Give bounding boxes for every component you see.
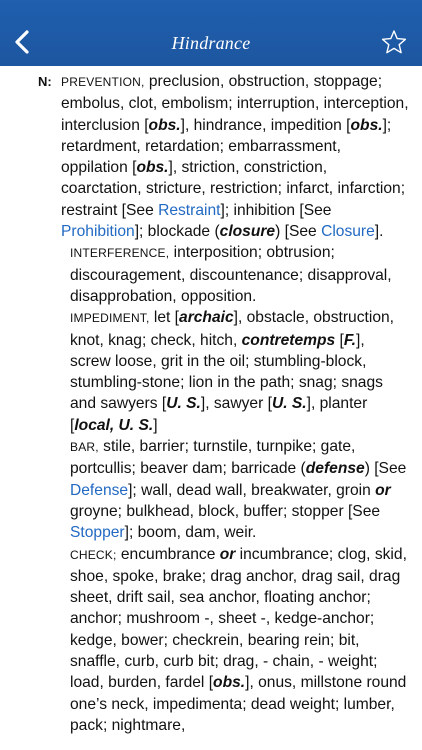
- entry-paragraph: [61, 71, 409, 242]
- entry-text: ], onus, millstone round one’s neck, impedimenta; dead weight; lumber, pack; nightmare,: [70, 674, 407, 734]
- sense-heading: CHECK;: [70, 547, 117, 562]
- cross-reference-link[interactable]: Restraint: [158, 201, 221, 219]
- usage-label: obs.: [213, 674, 246, 692]
- entry-text: ], planter [: [70, 395, 368, 434]
- entry-text: ) [See: [364, 460, 407, 478]
- usage-label: archaic: [179, 309, 234, 327]
- entry-text: preclusion, obstruction, stoppage; embolus, clot, embolism; interruption, interception, interclusion [: [61, 73, 409, 134]
- favorite-button[interactable]: [378, 26, 410, 58]
- entry-text: ], obstacle, obstruction, knot, knag; check, hitch,: [70, 309, 394, 349]
- entry-text: ]; retardment, retardation; embarrassment, oppilation [: [61, 116, 392, 177]
- star-outline-icon: [381, 29, 407, 55]
- usage-label: or: [219, 545, 236, 563]
- entry-text: ], striction, constriction, coarctation, stricture, restriction; infarct, infarction; restraint [See: [61, 159, 406, 219]
- entry-body: [61, 71, 409, 736]
- entry-text: ]; wall, dead wall, breakwater, groin: [128, 481, 376, 499]
- part-of-speech-label: N:: [38, 74, 52, 89]
- entry-text: ]; inhibition [See: [220, 201, 332, 219]
- sense-heading: PREVENTION,: [61, 75, 145, 89]
- page-title: Hindrance: [171, 33, 251, 53]
- entry-text: encumbrance: [116, 545, 220, 563]
- cross-reference-link[interactable]: Defense: [70, 481, 129, 499]
- entry-paragraph: [61, 242, 409, 307]
- back-button[interactable]: [4, 20, 40, 64]
- entry-text: [: [335, 331, 344, 349]
- usage-label: obs.: [148, 116, 181, 134]
- chevron-left-icon: [13, 29, 31, 55]
- entry-text: stile, barrier; turnstile, turnpike; gate, portcullis; beaver dam; barricade (: [70, 438, 356, 478]
- usage-label: local, U. S.: [74, 416, 154, 434]
- usage-label: or: [375, 481, 391, 499]
- entry-text: ], screw loose, grit in the oil; stumbling-block, stumbling-stone; lion in the path; snag; snags and sawyers [: [70, 331, 383, 413]
- usage-label: obs.: [350, 116, 383, 134]
- usage-label: U. S.: [166, 395, 201, 413]
- entry-text: ]: [153, 416, 158, 434]
- cross-reference-link[interactable]: Prohibition: [61, 223, 135, 241]
- entry-paragraph: [61, 544, 409, 737]
- usage-label: U. S.: [271, 395, 307, 413]
- sense-heading: BAR,: [70, 440, 99, 455]
- entry-text: ]; blockade (: [134, 223, 220, 241]
- cross-reference-link[interactable]: Stopper: [70, 524, 125, 542]
- usage-label: closure: [219, 223, 276, 241]
- entry-text: ], hindrance, impedition [: [180, 116, 351, 134]
- entry-text: ].: [374, 223, 384, 241]
- cross-reference-link[interactable]: Closure: [321, 223, 375, 241]
- entry-text: ) [See: [275, 223, 322, 241]
- usage-label: contretemps: [241, 331, 336, 349]
- sense-heading: IMPEDIMENT,: [70, 311, 150, 326]
- usage-label: defense: [305, 460, 365, 478]
- entry-text: interposition; obtrusion; discouragement, discountenance; disapproval, disapprobation, opposition.: [70, 244, 392, 305]
- entry-text: let [: [149, 309, 180, 327]
- entry-text: ]; boom, dam, weir.: [124, 524, 257, 542]
- sense-heading: INTERFERENCE,: [70, 246, 170, 261]
- entry-text: ], sawyer [: [200, 395, 272, 413]
- entry-paragraph: [61, 307, 409, 436]
- entry-text: groyne; bulkhead, block, buffer; stopper [See: [70, 502, 381, 520]
- usage-label: F.: [343, 331, 357, 349]
- usage-label: obs.: [136, 159, 169, 177]
- entry-text: incumbrance; clog, skid, shoe, spoke, brake; drag anchor, drag sail, drag sheet, drift sail, sea anchor, floating anchor; anchor; mushroom -, sheet -, kedge-anchor; kedge, bower; checkrein, bearing rein; bit, snaffle, curb, curb bit; drag, - chain, - weight; load, burden, fardel [: [70, 545, 407, 692]
- entry-paragraph: [61, 436, 409, 543]
- entry-content: [0, 66, 422, 750]
- navigation-bar: [0, 0, 422, 66]
